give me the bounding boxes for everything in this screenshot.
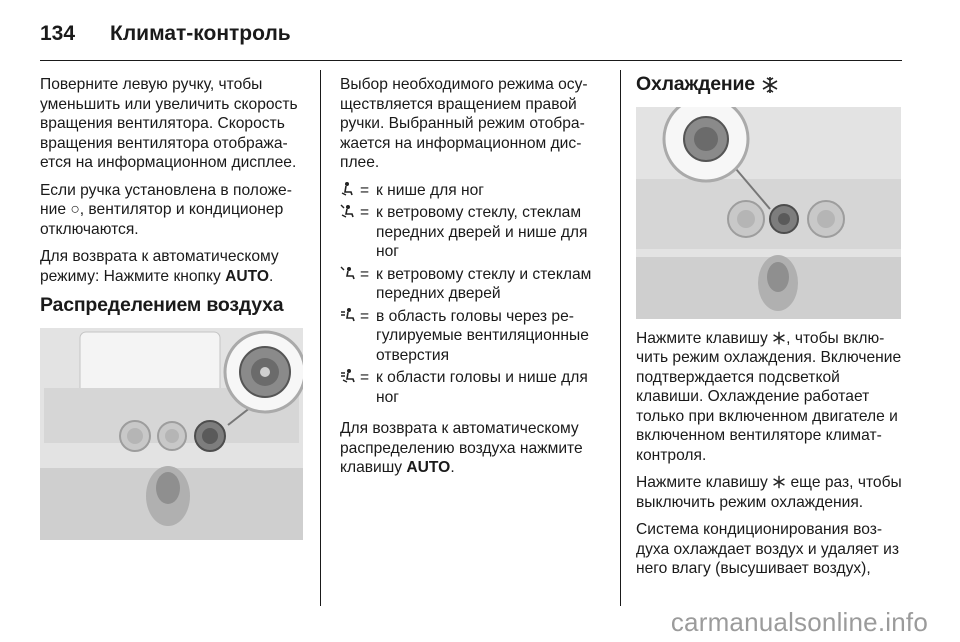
air-distribution-illustration [40, 328, 303, 540]
mode-description: к области головы и нише для ног [376, 369, 588, 406]
air-distribution-heading: Распределением воздуха [40, 294, 284, 316]
airflow-head-feet-icon [340, 368, 360, 386]
snowflake-icon [772, 475, 786, 489]
auto-keyword: AUTO [406, 459, 451, 476]
off-position-symbol: ○ [70, 201, 80, 218]
mode-equals: = [360, 307, 370, 325]
auto-mode-text-start: Для возврата к автоматическому режиму: Нажмите кнопку [40, 248, 279, 285]
snowflake-icon [761, 76, 779, 94]
auto-distribution-paragraph [340, 419, 605, 478]
cooling-off-text-start: Нажмите клавишу [636, 474, 773, 491]
cooling-on-text-end: , чтобы включить режим охлаждения. Включение подтверждается подсветкой клавиши. Охлаждение работает только при включенном двигателе и включенном вентиляторе климат-контроля. [636, 329, 902, 464]
column-middle [340, 75, 605, 486]
cooling-off-paragraph [636, 473, 902, 512]
airflow-windscreen-icon [340, 203, 360, 221]
mode-description: в область головы через регулируемые вентиляционные отверстия [376, 307, 589, 364]
mode-description: к ветровому стеклу, стеклам передних дверей и нише для ног [376, 204, 588, 260]
auto-mode-text-end: . [269, 267, 274, 285]
column-right [636, 75, 902, 587]
fan-off-paragraph [40, 181, 308, 240]
auto-distribution-text-end: . [450, 459, 455, 476]
mode-row-head-feet [340, 368, 605, 407]
airflow-head-icon [340, 307, 360, 325]
ac-description-paragraph: Система кондиционирования воздуха охлаждает воздух и удаляет из него влагу (высушивает воздух), [636, 521, 899, 577]
mode-row-feet [340, 181, 605, 201]
auto-keyword: AUTO [225, 267, 270, 285]
mode-description: к нише для ног [376, 181, 484, 199]
mode-equals: = [360, 265, 370, 283]
mode-row-windscreen-feet [340, 203, 605, 262]
mode-equals: = [360, 369, 370, 386]
mode-row-head [340, 307, 605, 366]
mode-equals: = [360, 181, 370, 199]
mode-row-windscreen [340, 265, 605, 304]
column-divider-left [320, 70, 321, 606]
air-distribution-intro: Выбор необходимого режима осуществляется вращением правой ручки. Выбранный режим отображается на информационном дисплее. [340, 76, 588, 171]
mode-equals: = [360, 204, 370, 221]
air-distribution-mode-list [340, 181, 605, 408]
airflow-feet-icon [340, 181, 360, 199]
header-rule [40, 60, 902, 61]
column-divider-right [620, 70, 621, 606]
column-left [40, 75, 308, 540]
auto-mode-paragraph [40, 247, 308, 286]
auto-distribution-text-start: Для возврата к автоматическому распределению воздуха нажмите клавишу [340, 420, 583, 476]
fan-speed-paragraph: Поверните левую ручку, чтобы уменьшить или увеличить скорость вращения вентилятора. Скорость вращения вентилятора отображается на информационном дисплее. [40, 76, 298, 171]
fan-off-text-start: Если ручка установлена в положение [40, 181, 292, 218]
cooling-heading-text: Охлаждение [636, 73, 755, 95]
fan-off-text-end: , вентилятор и кондиционер отключаются. [40, 201, 284, 238]
cooling-on-paragraph [636, 329, 902, 466]
page-title: Климат-контроль [110, 22, 291, 45]
watermark: carmanualsonline.info [670, 607, 928, 637]
cooling-on-text-start: Нажмите клавишу [636, 329, 773, 347]
snowflake-icon [772, 331, 786, 345]
airflow-windscreen-feet-icon [340, 265, 360, 283]
cooling-heading [636, 75, 902, 95]
mode-description: к ветровому стеклу и стеклам передних дверей [376, 265, 592, 302]
cooling-off-text-end: еще раз, чтобы выключить режим охлаждения. [636, 474, 902, 511]
cooling-button-illustration [636, 107, 901, 319]
page-header [40, 14, 291, 54]
page-number: 134 [40, 22, 76, 45]
